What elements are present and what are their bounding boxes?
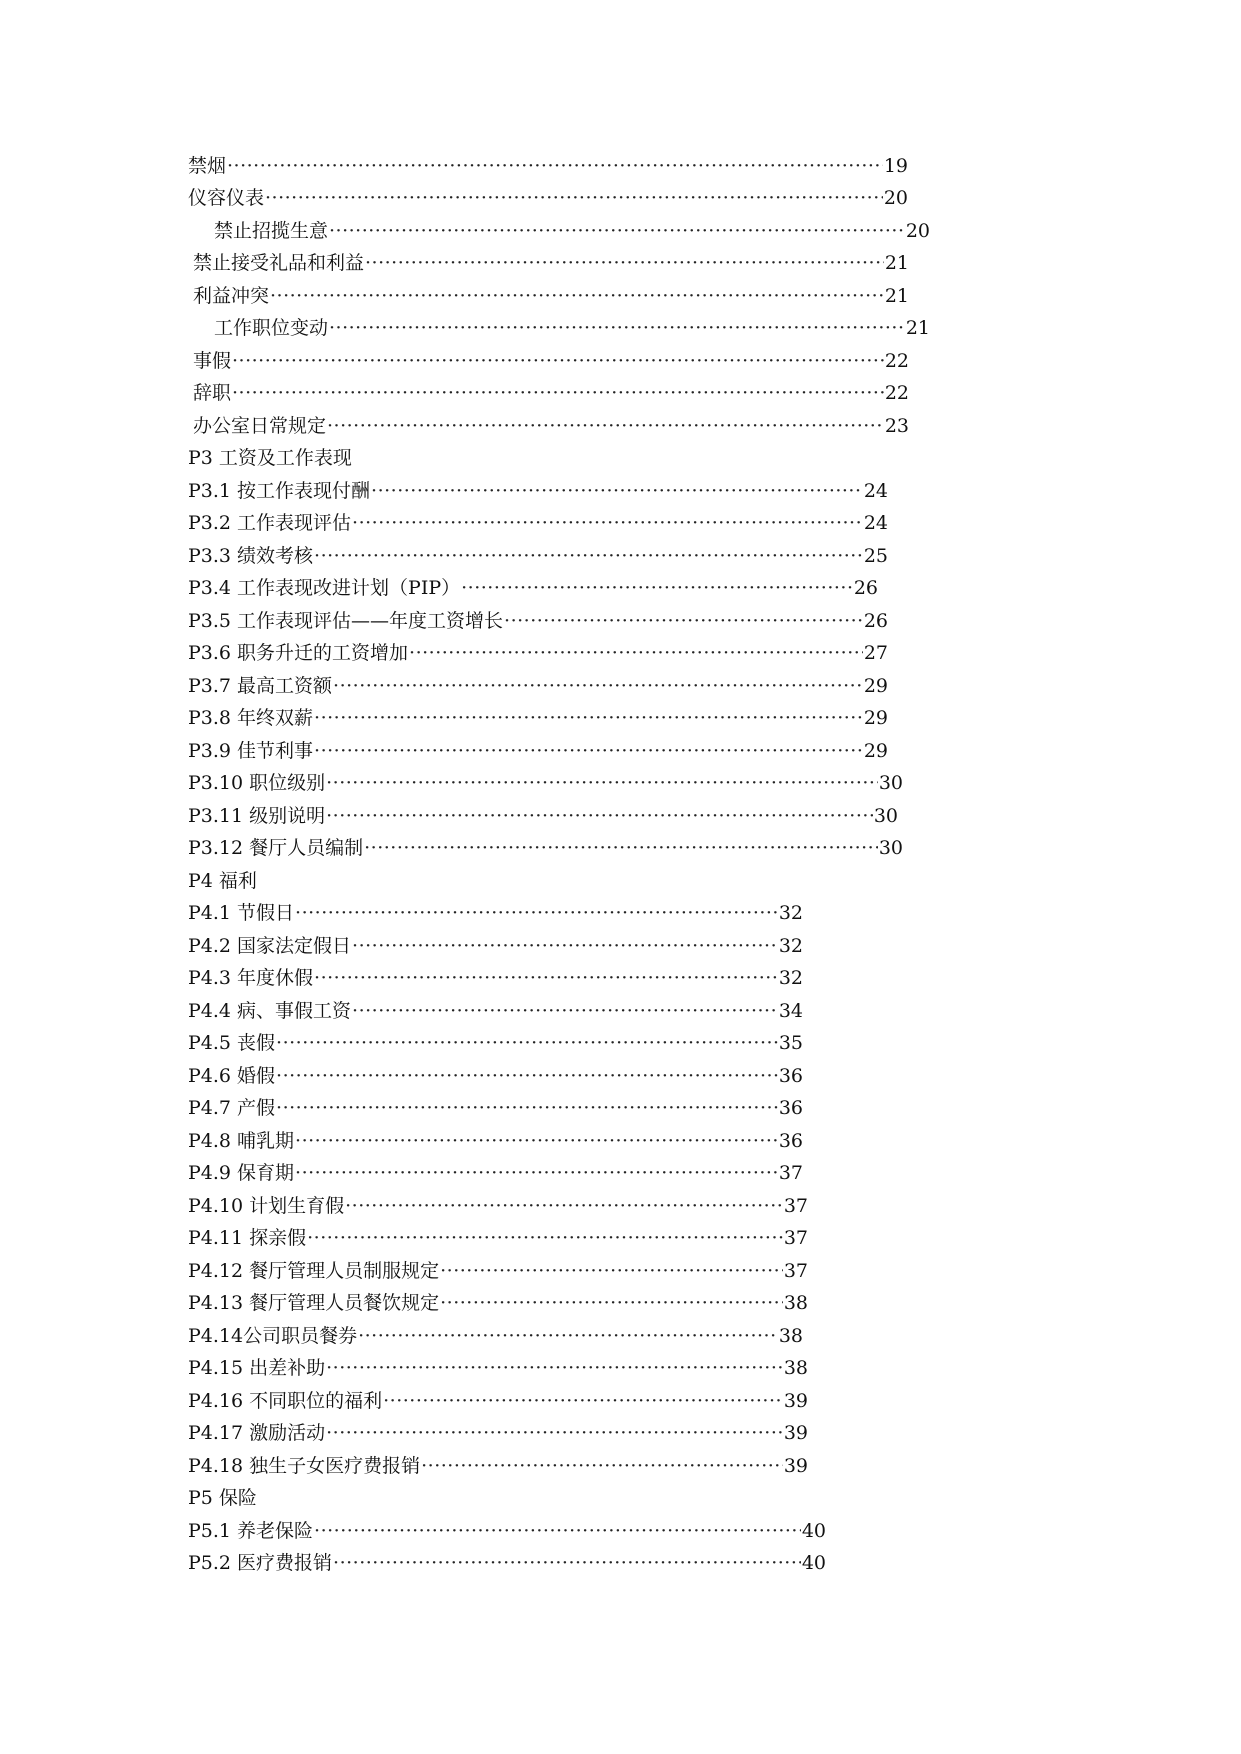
toc-entry-page: 26 — [863, 610, 888, 632]
toc-entry-page: 30 — [878, 772, 903, 794]
toc-entry-page: 19 — [883, 155, 908, 177]
toc-entry-label: P4.18 独生子女医疗费报销 — [188, 1455, 421, 1477]
toc-entry — [188, 768, 903, 798]
toc-leader — [326, 801, 873, 831]
toc-leader — [265, 183, 883, 213]
toc-entry — [188, 1191, 808, 1221]
toc-entry-page: 22 — [884, 382, 909, 404]
toc-entry-page: 39 — [783, 1390, 808, 1412]
toc-leader — [352, 996, 778, 1026]
toc-entry-label: P4.3 年度休假 — [188, 967, 314, 989]
toc-entry-page: 21 — [884, 285, 909, 307]
toc-entry-page: 38 — [778, 1325, 803, 1347]
toc-entry-page: 39 — [783, 1422, 808, 1444]
toc-leader — [314, 541, 863, 571]
toc-leader — [440, 1256, 783, 1286]
toc-entry-page: 40 — [801, 1520, 826, 1542]
toc-entry-page: 30 — [873, 805, 898, 827]
toc-leader — [358, 1321, 778, 1351]
toc-entry-page: 35 — [778, 1032, 803, 1054]
toc-entry-page: 23 — [884, 415, 909, 437]
toc-entry — [193, 248, 909, 278]
toc-entry-label: P4.6 婚假 — [188, 1065, 276, 1087]
toc-entry — [188, 1256, 808, 1286]
toc-entry-label: P4.12 餐厅管理人员制服规定 — [188, 1260, 440, 1282]
toc-entry-label: P3.6 职务升迁的工资增加 — [188, 642, 409, 664]
toc-entry — [188, 1061, 803, 1091]
toc-leader — [333, 671, 863, 701]
toc-entry-label: P3.7 最高工资额 — [188, 675, 333, 697]
toc-entry-label: P4.2 国家法定假日 — [188, 935, 352, 957]
toc-entry-label: P4.17 激励活动 — [188, 1422, 326, 1444]
toc-leader — [352, 508, 863, 538]
toc-leader — [327, 411, 884, 441]
toc-leader — [329, 313, 905, 343]
toc-section-heading: P5 保险 — [188, 1487, 257, 1509]
toc-entry — [188, 736, 888, 766]
toc-entry — [188, 1028, 803, 1058]
toc-entry-label: P4.11 探亲假 — [188, 1227, 307, 1249]
toc-entry-page: 32 — [778, 902, 803, 924]
toc-entry — [188, 801, 898, 831]
toc-entry-label: P3.12 餐厅人员编制 — [188, 837, 364, 859]
toc-entry — [193, 411, 909, 441]
toc-entry — [188, 963, 803, 993]
toc-leader — [276, 1028, 778, 1058]
toc-entry-label: P3.4 工作表现改进计划（PIP） — [188, 577, 461, 599]
toc-entry-page: 24 — [863, 480, 888, 502]
toc-leader — [270, 281, 884, 311]
toc-entry-page: 36 — [778, 1097, 803, 1119]
toc-entry-label: 禁止招揽生意 — [214, 220, 329, 242]
toc-entry — [188, 1126, 803, 1156]
toc-leader — [295, 1158, 778, 1188]
toc-entry-page: 21 — [884, 252, 909, 274]
toc-entry — [193, 346, 909, 376]
toc-entry — [188, 508, 888, 538]
toc-entry-label: P4.1 节假日 — [188, 902, 295, 924]
toc-leader — [409, 638, 863, 668]
toc-entry-page: 37 — [783, 1195, 808, 1217]
toc-entry — [188, 671, 888, 701]
toc-entry-page: 20 — [905, 220, 930, 242]
toc-entry — [188, 573, 878, 603]
toc-leader — [326, 1353, 783, 1383]
toc-entry-label: P4.10 计划生育假 — [188, 1195, 345, 1217]
toc-entry-page: 24 — [863, 512, 888, 534]
toc-entry-page: 21 — [905, 317, 930, 339]
toc-entry — [188, 638, 888, 668]
toc-entry — [188, 833, 903, 863]
toc-entry — [188, 1288, 808, 1318]
toc-entry — [188, 151, 908, 181]
toc-entry — [188, 1321, 803, 1351]
toc-entry-label: P4.13 餐厅管理人员餐饮规定 — [188, 1292, 440, 1314]
toc-entry-page: 37 — [783, 1227, 808, 1249]
toc-entry-label: 辞职 — [193, 382, 232, 404]
toc-entry — [188, 541, 888, 571]
toc-entry-page: 26 — [853, 577, 878, 599]
toc-entry-label: P4.8 哺乳期 — [188, 1130, 295, 1152]
toc-entry-label: P3.2 工作表现评估 — [188, 512, 352, 534]
toc-entry-label: 工作职位变动 — [214, 317, 329, 339]
toc-entry — [193, 378, 909, 408]
toc-section-heading: P4 福利 — [188, 870, 257, 892]
toc-entry-page: 29 — [863, 740, 888, 762]
toc-leader — [440, 1288, 783, 1318]
toc-leader — [232, 346, 884, 376]
toc-leader — [371, 476, 863, 506]
toc-leader — [329, 216, 905, 246]
toc-entry-label: P3.8 年终双薪 — [188, 707, 314, 729]
toc-entry-label: 办公室日常规定 — [193, 415, 327, 437]
toc-entry-label: P3.5 工作表现评估——年度工资增长 — [188, 610, 504, 632]
toc-leader — [333, 1548, 801, 1578]
toc-entry-page: 29 — [863, 707, 888, 729]
toc-leader — [232, 378, 884, 408]
toc-entry — [188, 1093, 803, 1123]
toc-entry-label: 利益冲突 — [193, 285, 270, 307]
toc-entry-label: P3.11 级别说明 — [188, 805, 326, 827]
toc-entry-label: 禁烟 — [188, 155, 227, 177]
toc-entry-page: 37 — [783, 1260, 808, 1282]
toc-leader — [352, 931, 778, 961]
toc-entry-label: P4.7 产假 — [188, 1097, 276, 1119]
toc-entry-label: P4.16 不同职位的福利 — [188, 1390, 383, 1412]
toc-entry-page: 39 — [783, 1455, 808, 1477]
toc-entry — [188, 1158, 803, 1188]
toc-leader — [326, 1418, 783, 1448]
toc-section-heading: P3 工资及工作表现 — [188, 447, 352, 469]
toc-entry — [214, 216, 930, 246]
toc-leader — [295, 898, 778, 928]
toc-leader — [345, 1191, 783, 1221]
toc-leader — [314, 736, 863, 766]
toc-leader — [314, 963, 778, 993]
toc-entry-page: 25 — [863, 545, 888, 567]
toc-entry — [188, 996, 803, 1026]
toc-entry-label: P4.5 丧假 — [188, 1032, 276, 1054]
toc-entry-label: P4.14公司职员餐券 — [188, 1325, 358, 1347]
toc-entry — [188, 606, 888, 636]
toc-entry-page: 20 — [883, 187, 908, 209]
toc-entry-page: 36 — [778, 1065, 803, 1087]
toc-leader — [276, 1061, 778, 1091]
toc-entry — [188, 1516, 826, 1546]
toc-leader — [461, 573, 853, 603]
toc-entry-page: 38 — [783, 1292, 808, 1314]
toc-entry — [188, 931, 803, 961]
toc-leader — [295, 1126, 778, 1156]
toc-entry-page: 38 — [783, 1357, 808, 1379]
toc-leader — [276, 1093, 778, 1123]
toc-leader — [504, 606, 863, 636]
toc-leader — [314, 1516, 801, 1546]
toc-entry-label: P4.9 保育期 — [188, 1162, 295, 1184]
toc-entry-label: 事假 — [193, 350, 232, 372]
toc-entry — [188, 1451, 808, 1481]
toc-entry — [188, 1548, 826, 1578]
toc-entry — [188, 1223, 808, 1253]
toc-entry-label: 仪容仪表 — [188, 187, 265, 209]
toc-leader — [227, 151, 883, 181]
toc-leader — [314, 703, 863, 733]
toc-leader — [383, 1386, 783, 1416]
toc-entry-page: 29 — [863, 675, 888, 697]
toc-entry-label: P3.10 职位级别 — [188, 772, 326, 794]
toc-entry-label: P3.1 按工作表现付酬 — [188, 480, 371, 502]
toc-entry-label: P3.3 绩效考核 — [188, 545, 314, 567]
toc-entry — [188, 1418, 808, 1448]
toc-leader — [421, 1451, 783, 1481]
toc-entry — [188, 1353, 808, 1383]
toc-entry-label: 禁止接受礼品和利益 — [193, 252, 365, 274]
toc-entry — [188, 476, 888, 506]
toc-entry-page: 22 — [884, 350, 909, 372]
toc-entry-page: 36 — [778, 1130, 803, 1152]
toc-entry-page: 34 — [778, 1000, 803, 1022]
toc-entry-page: 37 — [778, 1162, 803, 1184]
toc-entry-label: P3.9 佳节利事 — [188, 740, 314, 762]
toc-entry — [188, 183, 908, 213]
toc-entry-page: 32 — [778, 935, 803, 957]
toc-entry — [214, 313, 930, 343]
toc-entry-page: 40 — [801, 1552, 826, 1574]
toc-entry-label: P4.4 病、事假工资 — [188, 1000, 352, 1022]
toc-entry-label: P5.1 养老保险 — [188, 1520, 314, 1542]
toc-leader — [364, 833, 878, 863]
toc-entry — [188, 898, 803, 928]
toc-leader — [326, 768, 878, 798]
toc-entry-label: P5.2 医疗费报销 — [188, 1552, 333, 1574]
toc-entry-page: 30 — [878, 837, 903, 859]
toc-entry-label: P4.15 出差补助 — [188, 1357, 326, 1379]
toc-entry — [193, 281, 909, 311]
toc-leader — [365, 248, 884, 278]
toc-entry-page: 32 — [778, 967, 803, 989]
toc-entry-page: 27 — [863, 642, 888, 664]
toc-leader — [307, 1223, 783, 1253]
toc-entry — [188, 1386, 808, 1416]
toc-entry — [188, 703, 888, 733]
